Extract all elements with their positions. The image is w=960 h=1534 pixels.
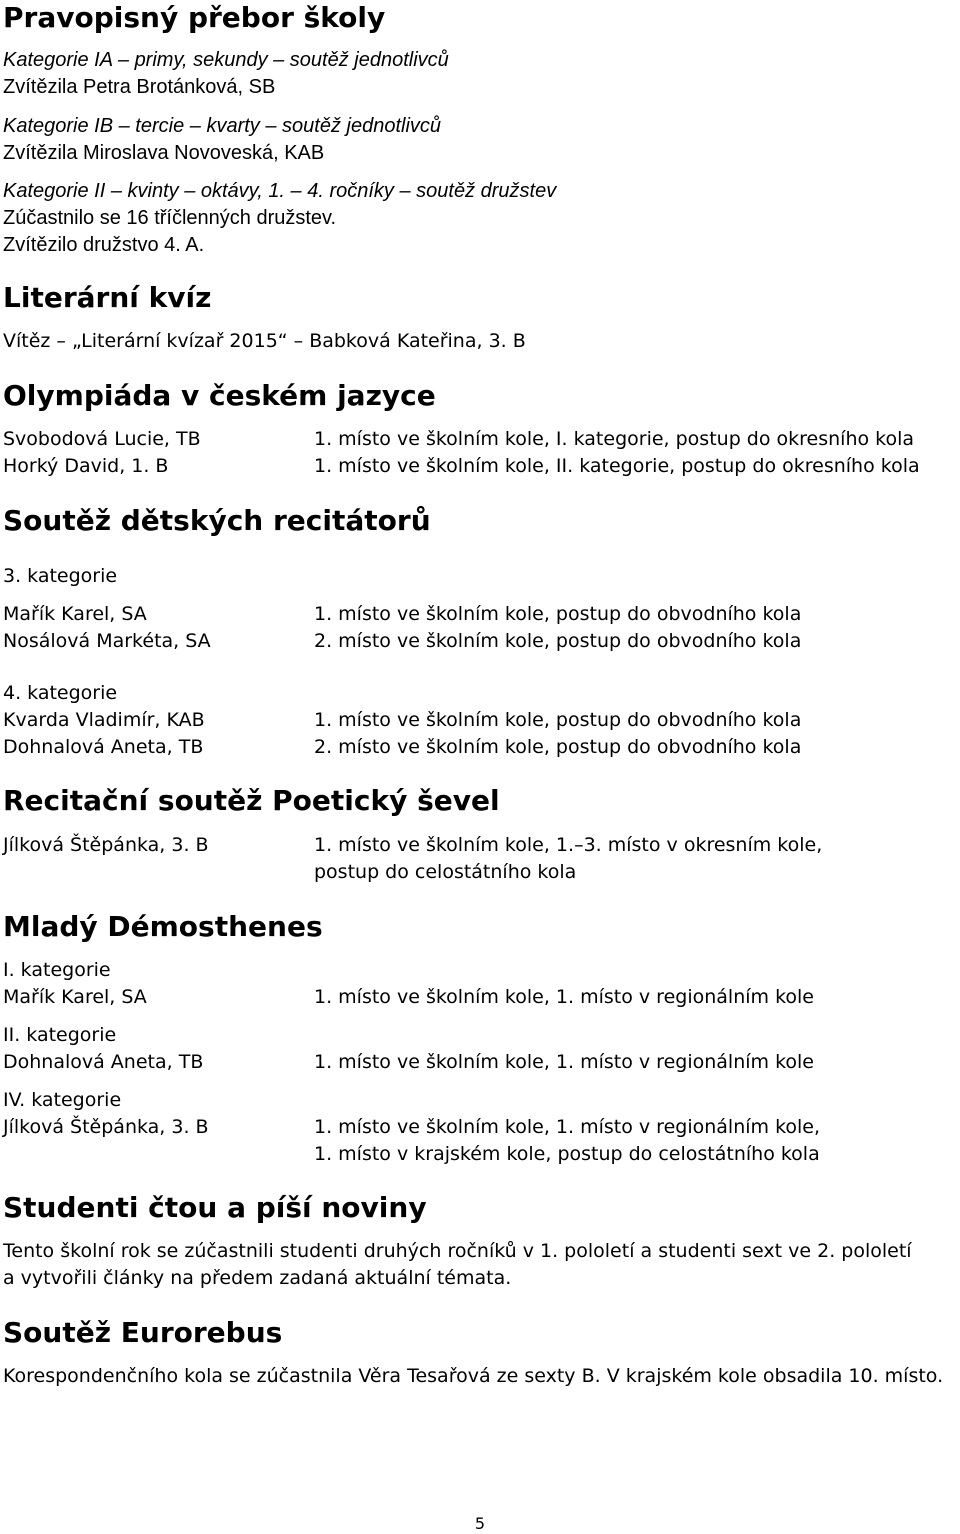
olympiada-result-1: 1. místo ve školním kole, I. kategorie, postup do okresního kola [314, 428, 915, 450]
recitatori-category-4: 4. kategorie [3, 682, 118, 704]
recitatori-name-4-1: Kvarda Vladimír, KAB [3, 709, 205, 731]
demosthenes-result-2: 1. místo ve školním kole, 1. místo v regionálním kole [314, 1051, 814, 1073]
olympiada-result-2: 1. místo ve školním kole, II. kategorie, postup do okresního kola [314, 455, 920, 477]
demosthenes-heading: Mladý Démosthenes [3, 910, 323, 943]
demosthenes-category-1: I. kategorie [3, 959, 111, 981]
demosthenes-name-2: Dohnalová Aneta, TB [3, 1051, 204, 1073]
recitatori-result-3-1: 1. místo ve školním kole, postup do obvodního kola [314, 603, 802, 625]
eurorebus-heading: Soutěž Eurorebus [3, 1316, 283, 1349]
olympiada-name-2: Horký David, 1. B [3, 455, 169, 477]
sevel-result-line-1: 1. místo ve školním kole, 1.–3. místo v okresním kole, [314, 834, 823, 856]
kviz-heading: Literární kvíz [3, 281, 212, 314]
noviny-text-line-1: Tento školní rok se zúčastnili studenti druhých ročníků v 1. pololetí a studenti sext ve 2. pololetí [3, 1240, 912, 1262]
recitatori-result-4-2: 2. místo ve školním kole, postup do obvodního kola [314, 736, 802, 758]
sevel-heading: Recitační soutěž Poetický ševel [3, 784, 500, 817]
pravopis-heading: Pravopisný přebor školy [3, 1, 386, 34]
pravopis-winner-ib: Zvítězila Miroslava Novoveská, KAB [3, 142, 325, 164]
noviny-heading: Studenti čtou a píší noviny [3, 1191, 427, 1224]
recitatori-name-4-2: Dohnalová Aneta, TB [3, 736, 204, 758]
recitatori-name-3-2: Nosálová Markéta, SA [3, 630, 211, 652]
olympiada-name-1: Svobodová Lucie, TB [3, 428, 201, 450]
recitatori-name-3-1: Mařík Karel, SA [3, 603, 147, 625]
recitatori-heading: Soutěž dětských recitátorů [3, 504, 431, 537]
pravopis-info-ii: Zúčastnilo se 16 tříčlenných družstev. [3, 207, 337, 229]
demosthenes-category-4: IV. kategorie [3, 1089, 122, 1111]
demosthenes-result-4-line-1: 1. místo ve školním kole, 1. místo v regionálním kole, [314, 1116, 821, 1138]
kviz-winner: Vítěz – „Literární kvízař 2015“ – Babková Kateřina, 3. B [3, 330, 526, 352]
demosthenes-name-4: Jílková Štěpánka, 3. B [3, 1116, 209, 1138]
recitatori-result-3-2: 2. místo ve školním kole, postup do obvodního kola [314, 630, 802, 652]
page-number: 5 [474, 1514, 486, 1533]
demosthenes-result-4-line-2: 1. místo v krajském kole, postup do celostátního kola [314, 1143, 820, 1165]
eurorebus-text: Korespondenčního kola se zúčastnila Věra Tesařová ze sexty B. V krajském kole obsadila 10. místo. [3, 1365, 944, 1387]
pravopis-winner-ii: Zvítězilo družstvo 4. A. [3, 234, 205, 256]
demosthenes-result-1: 1. místo ve školním kole, 1. místo v regionálním kole [314, 986, 814, 1008]
demosthenes-name-1: Mařík Karel, SA [3, 986, 147, 1008]
sevel-name: Jílková Štěpánka, 3. B [3, 834, 209, 856]
pravopis-category-ia: Kategorie IA – primy, sekundy – soutěž jednotlivců [3, 49, 449, 71]
recitatori-result-4-1: 1. místo ve školním kole, postup do obvodního kola [314, 709, 802, 731]
demosthenes-category-2: II. kategorie [3, 1024, 117, 1046]
pravopis-category-ii: Kategorie II – kvinty – oktávy, 1. – 4. ročníky – soutěž družstev [3, 180, 557, 202]
recitatori-category-3: 3. kategorie [3, 565, 118, 587]
sevel-result-line-2: postup do celostátního kola [314, 861, 577, 883]
pravopis-category-ib: Kategorie IB – tercie – kvarty – soutěž jednotlivců [3, 115, 442, 137]
olympiada-heading: Olympiáda v českém jazyce [3, 379, 436, 412]
pravopis-winner-ia: Zvítězila Petra Brotánková, SB [3, 76, 276, 98]
noviny-text-line-2: a vytvořili články na předem zadaná aktuální témata. [3, 1267, 512, 1289]
